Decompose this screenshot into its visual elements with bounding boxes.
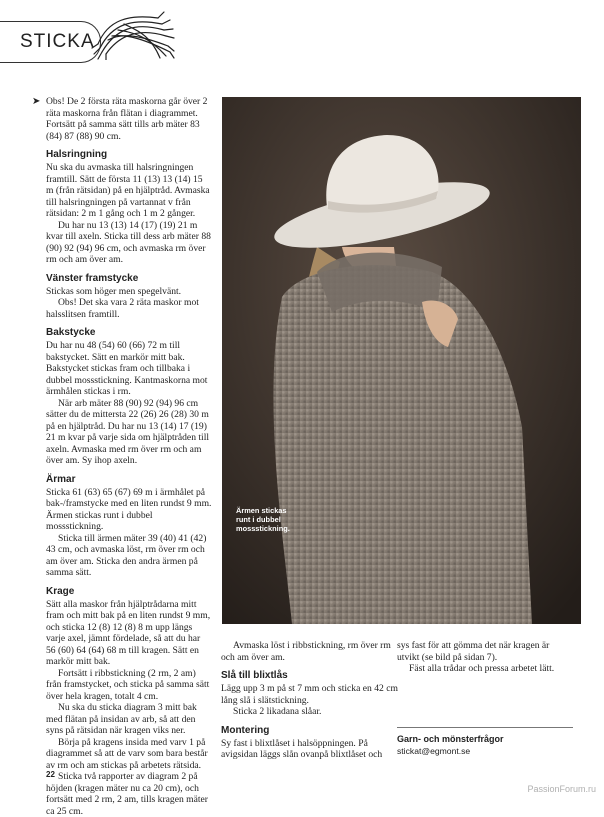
page-header (0, 0, 604, 80)
paragraph: Du har nu 48 (54) 60 (66) 72 m till bakstycket. Sätt en markör mitt bak. Bakstycket stickas fram och tillbaka i dubbel mossstickning. Kantmaskorna mot ärmhålen stickas i rm. (46, 340, 208, 397)
paragraph: Stickas som höger men spegelvänt. (46, 285, 182, 297)
instructions-column-3 (397, 640, 572, 675)
watermark: PassionForum.ru (527, 784, 596, 794)
page-number: 22 (46, 770, 55, 779)
photo-illustration (222, 97, 581, 624)
paragraph: Lägg upp 3 m på st 7 mm och sticka en 42 cm lång slå i slätstickning. (221, 683, 398, 706)
paragraph: Sticka 61 (63) 65 (67) 69 m i ärmhålet på bak-/framstycke med en liten rundst 9 mm. Ärmen stickas runt i dubbel mossstickning. (46, 486, 212, 532)
section-label: STICKA (20, 31, 95, 52)
photo-caption: Ärmen stickas runt i dubbel mossstickning. (236, 506, 290, 534)
paragraph: Nu ska du avmaska till halsringningen framtill. Sätt de första 11 (13) 13 (14) 15 m (från rätsidan) på en hjälptråd. Avmaska till halsringningen på vartannat v från rätsidan: 2 m 1 gång och 1 m 2 gånger. (46, 162, 210, 219)
paragraph: Sticka till ärmen mäter 39 (40) 41 (42) 43 cm, och avmaska löst, rm över rm och am över am. Sticka den andra ärmen på samma sätt. (46, 532, 207, 578)
divider (397, 727, 573, 728)
instructions-column-2 (221, 640, 399, 761)
heading-bakstycke: Bakstycke (46, 327, 96, 338)
paragraph: Sticka två rapporter av diagram 2 på höjden (kragen mäter nu ca 20 cm), och fortsätt med 2 rm, 2 am, tills kragen mäter ca 25 cm. (46, 771, 208, 817)
heading-armar: Ärmar (46, 473, 76, 485)
paragraph: Sätt alla maskor från hjälptrådarna mitt fram och mitt bak på en liten rundst 9 mm, och sticka 12 (8) 12 (8) 8 m upp längs varje axel, jämnt fördelade, så att du har 56 (60) 64 (64) 68 m till kragen. Sätt en markör mitt bak. (46, 598, 211, 667)
intro-paragraph: Obs! De 2 första räta maskorna går över 2 räta maskorna från flätan i diagrammet. Fortsätt på samma sätt tills arb mäter 83 (84) 87 (88) 90 cm. (46, 96, 208, 142)
paragraph: Sticka 2 likadana slåar. (233, 706, 322, 717)
paragraph: Du har nu 13 (13) 14 (17) (19) 21 m kvar till axeln. Sticka till dess arb mäter 88 (90) 92 (94) 96 cm, och avmaska rm över rm och am över am. (46, 219, 211, 265)
paragraph: Fäst alla trådar och pressa arbetet lätt. (409, 663, 555, 674)
heading-halsringning: Halsringning (46, 149, 108, 160)
paragraph: sys fast för att gömma det när kragen är utvikt (se bild på sidan 7). (397, 640, 550, 663)
contact-heading: Garn- och mönsterfrågor (397, 734, 504, 744)
paragraph: Nu ska du sticka diagram 3 mitt bak med flätan på insidan av arb, så att den syns på rätsidan när kragen viks ner. (46, 702, 197, 736)
contact-email-link[interactable]: stickat@egmont.se (397, 746, 471, 756)
paragraph: Fortsätt i ribbstickning (2 rm, 2 am) från framstycket, och sticka på samma sätt över hela kragen, totalt 4 cm. (46, 667, 210, 702)
paragraph: Obs! Det ska vara 2 räta maskor mot halsslitsen framtill. (46, 297, 199, 320)
heading-sla-till-blixtlas: Slå till blixtlås (221, 670, 288, 681)
heading-krage: Krage (46, 585, 75, 597)
paragraph: Avmaska löst i ribbstickning, rm över rm och am över am. (221, 640, 391, 663)
heading-montering: Montering (221, 724, 270, 736)
heading-vanster-framstycke: Vänster framstycke (46, 272, 139, 284)
yarn-skein-icon (88, 6, 176, 60)
paragraph: Börja på kragens insida med varv 1 på diagrammet så att de varv som bara består av rm och am stickas på arbetets rätsida. (46, 736, 208, 771)
instructions-column-1 (46, 96, 212, 817)
paragraph: Sy fast i blixtlåset i halsöppningen. På avigsidan läggs slån ovanpå blixtlåset och (221, 737, 383, 760)
model-photo (222, 97, 581, 624)
continue-arrow-icon: ➤ (32, 96, 41, 107)
paragraph: När arb mäter 88 (90) 92 (94) 96 cm sätter du de mittersta 22 (26) 26 (28) 30 m på en hjälptråd. Du har nu 13 (14) 17 (19) 21 m kvar på varje sida om hjälptråden till axeln. Avmaska med rm över rm och am över am. Sy ihop axeln. (46, 397, 210, 466)
